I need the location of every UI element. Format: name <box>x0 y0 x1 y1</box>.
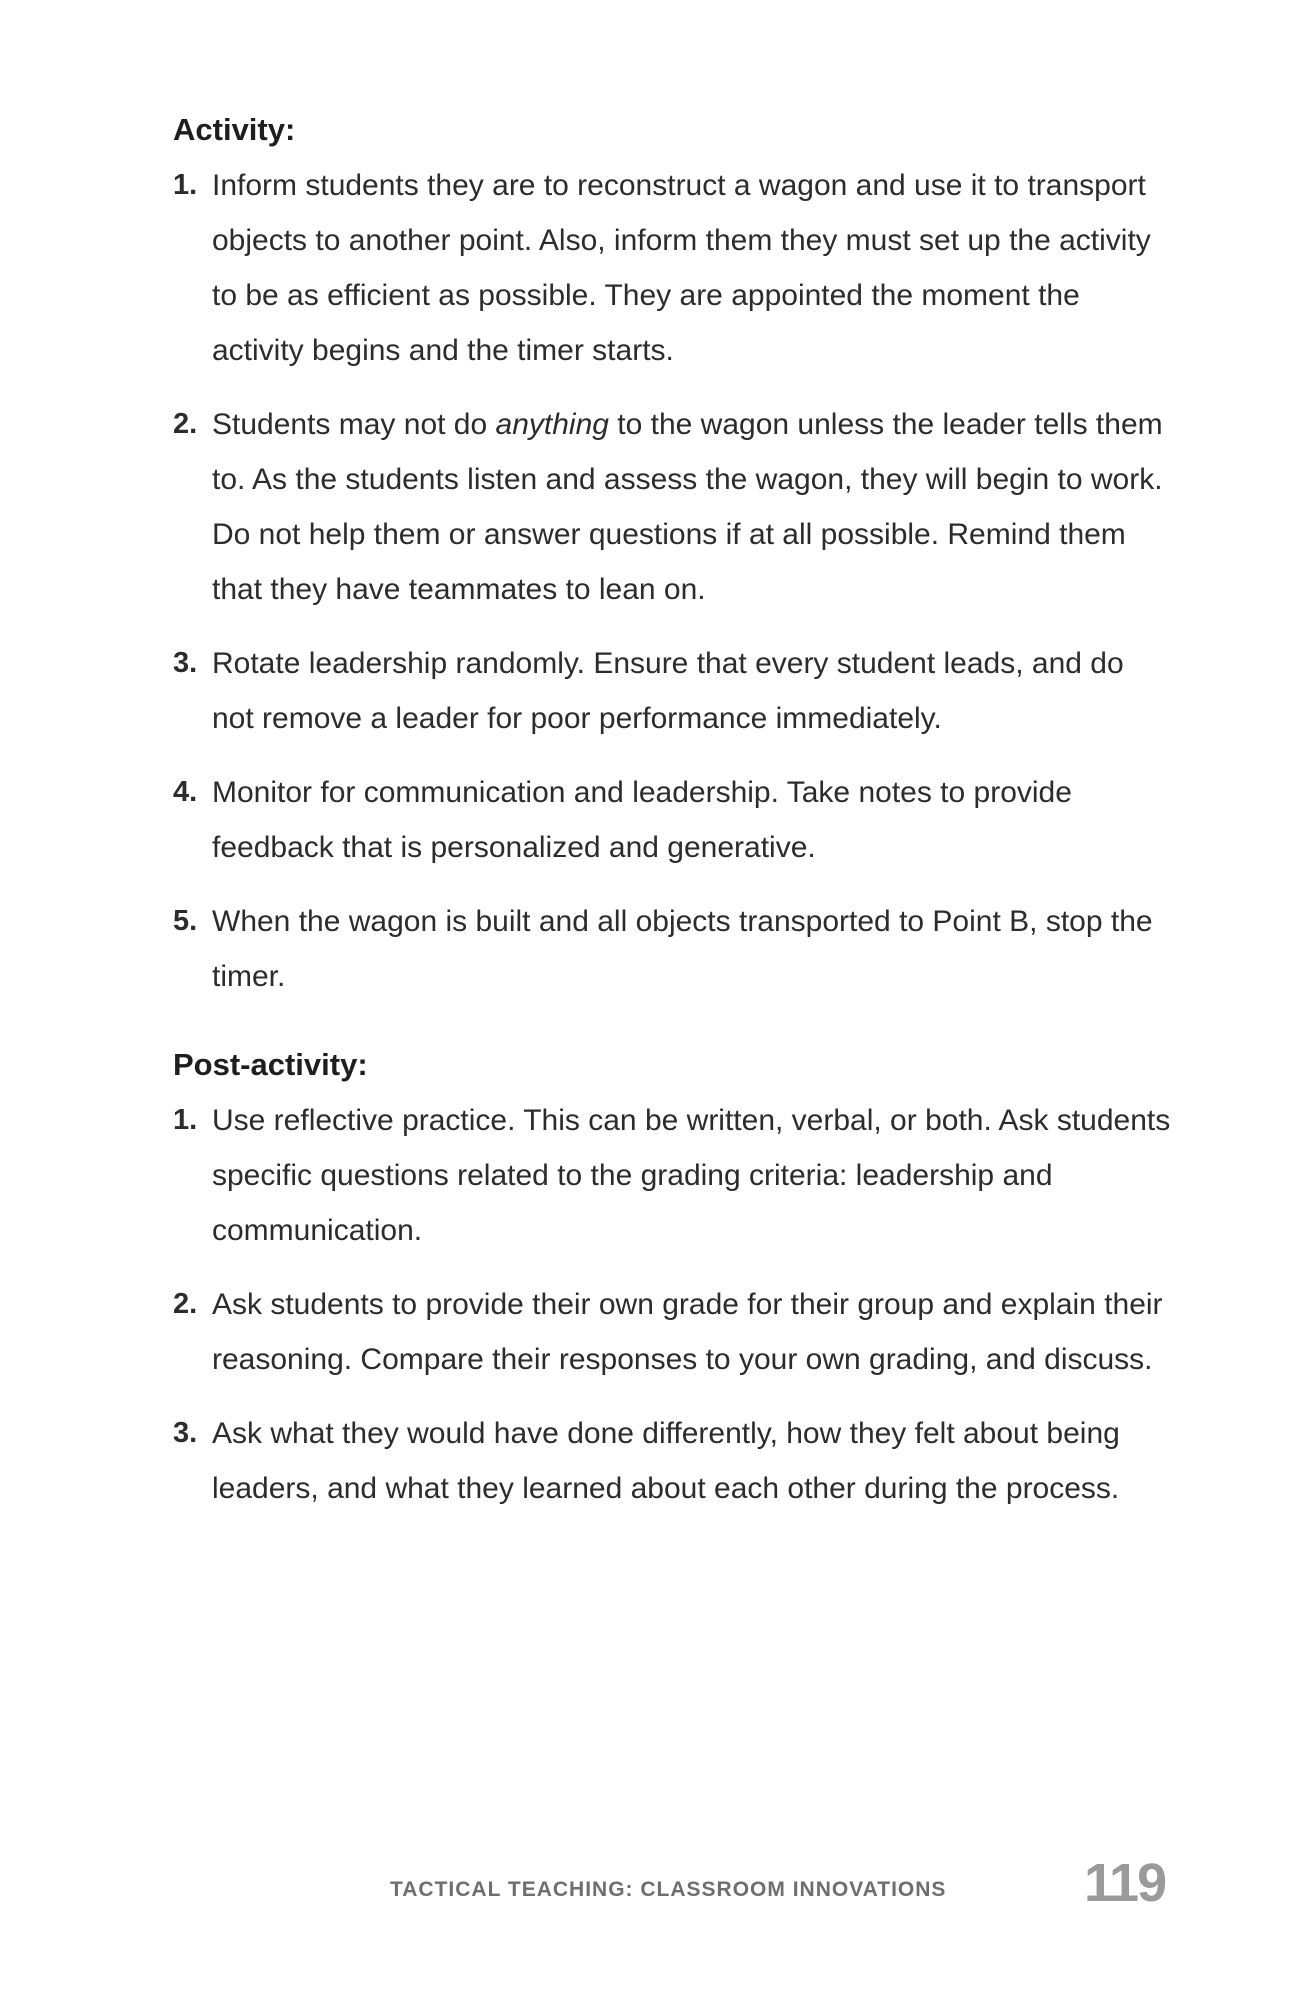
step-text: Monitor for communication and leadership. Take notes to provide feedback that is personalized and generative. <box>212 776 1072 864</box>
step-text: Ask students to provide their own grade for their group and explain their reasoning. Compare their responses to your own grading, and discuss. <box>212 1288 1163 1376</box>
activity-heading: Activity: <box>173 112 296 147</box>
page-number: 119 <box>1084 1853 1166 1913</box>
post-activity-steps <box>173 1093 1173 1516</box>
step-text-after: to the wagon unless the leader tells them to. As the students listen and assess the wagon, they will begin to work. Do not help them or answer questions if at all possible. Remind them that they have teammates to lean on. <box>212 408 1163 606</box>
step-number: 4. <box>173 776 198 808</box>
step-text: Rotate leadership randomly. Ensure that every student leads, and do not remove a leader for poor performance immediately. <box>212 647 1124 735</box>
step-number: 5. <box>173 905 198 937</box>
post-activity-step-3 <box>173 1406 1173 1516</box>
step-text: Inform students they are to reconstruct a wagon and use it to transport objects to another point. Also, inform them they must set up the activity to be as efficient as possible. They are appointed the moment the activity begins and the timer starts. <box>212 169 1151 367</box>
step-number: 1. <box>173 1104 198 1136</box>
step-number: 2. <box>173 1288 198 1320</box>
step-number: 3. <box>173 647 198 679</box>
post-activity-section <box>173 1045 1173 1535</box>
step-text: Use reflective practice. This can be written, verbal, or both. Ask students specific questions related to the grading criteria: leadership and communication. <box>212 1104 1171 1247</box>
activity-step-1 <box>173 158 1173 378</box>
post-activity-step-1 <box>173 1093 1173 1258</box>
step-text: Ask what they would have done differently, how they felt about being leaders, and what they learned about each other during the process. <box>212 1417 1120 1505</box>
step-number: 3. <box>173 1417 198 1449</box>
activity-steps <box>173 158 1173 1004</box>
activity-section <box>173 110 1173 1023</box>
running-footer-title: TACTICAL TEACHING: CLASSROOM INNOVATIONS <box>390 1878 947 1901</box>
step-emphasis: anything <box>495 408 609 441</box>
step-text: When the wagon is built and all objects transported to Point B, stop the timer. <box>212 905 1153 993</box>
activity-step-4 <box>173 765 1173 875</box>
post-activity-step-2 <box>173 1277 1173 1387</box>
activity-step-5 <box>173 894 1173 1004</box>
activity-step-3 <box>173 636 1173 746</box>
step-text-before: Students may not do <box>212 408 496 441</box>
activity-step-2 <box>173 397 1173 617</box>
post-activity-heading: Post-activity: <box>173 1047 368 1082</box>
step-number: 2. <box>173 408 198 440</box>
step-number: 1. <box>173 169 198 201</box>
